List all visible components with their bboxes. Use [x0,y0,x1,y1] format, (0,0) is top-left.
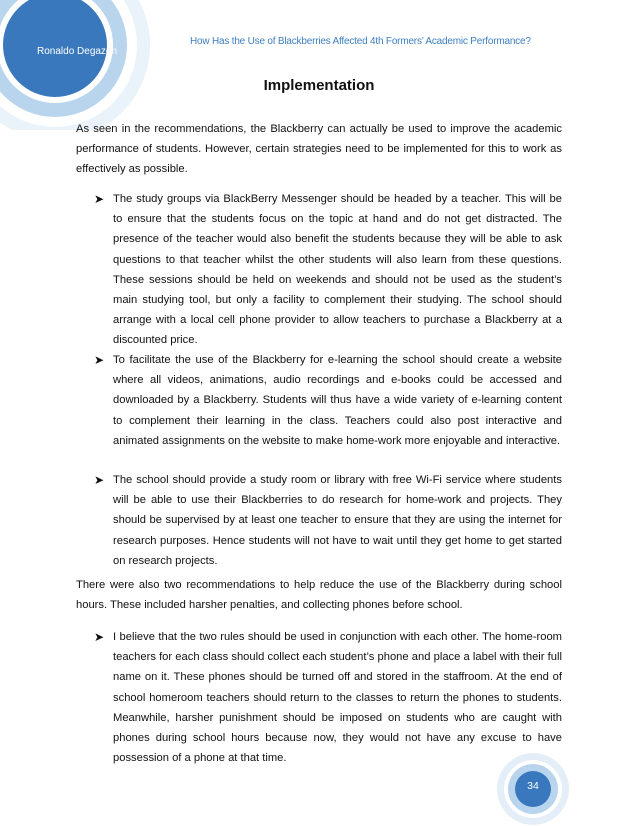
list-item: The study groups via BlackBerry Messenger should be headed by a teacher. This will be to ensure that the students focus on the topic at hand and do not get distracted. The presence of the teacher would also benefit the students because they will be able to ask questions to that teacher whilst the other students will also learn from these questions. These sessions should be held on weekends and should not be used as the student’s main studying tool, but only a facility to complement their studying. The school should arrange with a local cell phone provider to allow teachers to purchase a Blackberry at a discounted price. [113,193,562,347]
arrow-bullet-icon: ➤ [94,630,105,644]
list-item: To facilitate the use of the Blackberry for e-learning the school should create a website where all videos, animations, audio recordings and e-books could be accessed and downloaded by a Blackberry. Students will thus have a wide variety of e-learning content to complement their learning in the class. Teachers could also post interactive and animated assignments on the website to make home-work more enjoyable and interactive. [113,354,562,447]
list-item: I believe that the two rules should be used in conjunction with each other. The home-room teachers for each class should collect each student’s phone and place a label with their full name on it. These phones should be turned off and stored in the staffroom. At the end of school homeroom teachers should return to the classes to return the phones to students. Meanwhile, harsher punishment should be imposed on students who are caught with phones during school hours because now, they would not have any excuse to have possession of a phone at that time. [113,631,562,765]
corner-decoration [0,0,160,130]
arrow-bullet-icon: ➤ [94,192,105,206]
arrow-bullet-icon: ➤ [94,473,105,487]
arrow-bullet-icon: ➤ [94,353,105,367]
body-paragraph: There were also two recommendations to help reduce the use of the Blackberry during school hours. These included harsher penalties, and collecting phones before school. [76,579,562,612]
running-title: How Has the Use of Blackberries Affected 4th Formers’ Academic Performance? [190,36,531,47]
author-name: Ronaldo Degazon [37,46,118,57]
page-number: 34 [527,780,539,792]
intro-paragraph: As seen in the recommendations, the Blackberry can actually be used to improve the academic performance of students. However, certain strategies need to be implemented for this to work as effectively as possible. [76,123,562,176]
section-title: Implementation [263,77,375,94]
list-item: The school should provide a study room or library with free Wi-Fi service where students will be able to use their Blackberries to do research for home-work and projects. They should be supervised by at least one teacher to ensure that they are using the internet for research purposes. Hence students will not have to wait until they get home to get started on research projects. [113,474,562,567]
